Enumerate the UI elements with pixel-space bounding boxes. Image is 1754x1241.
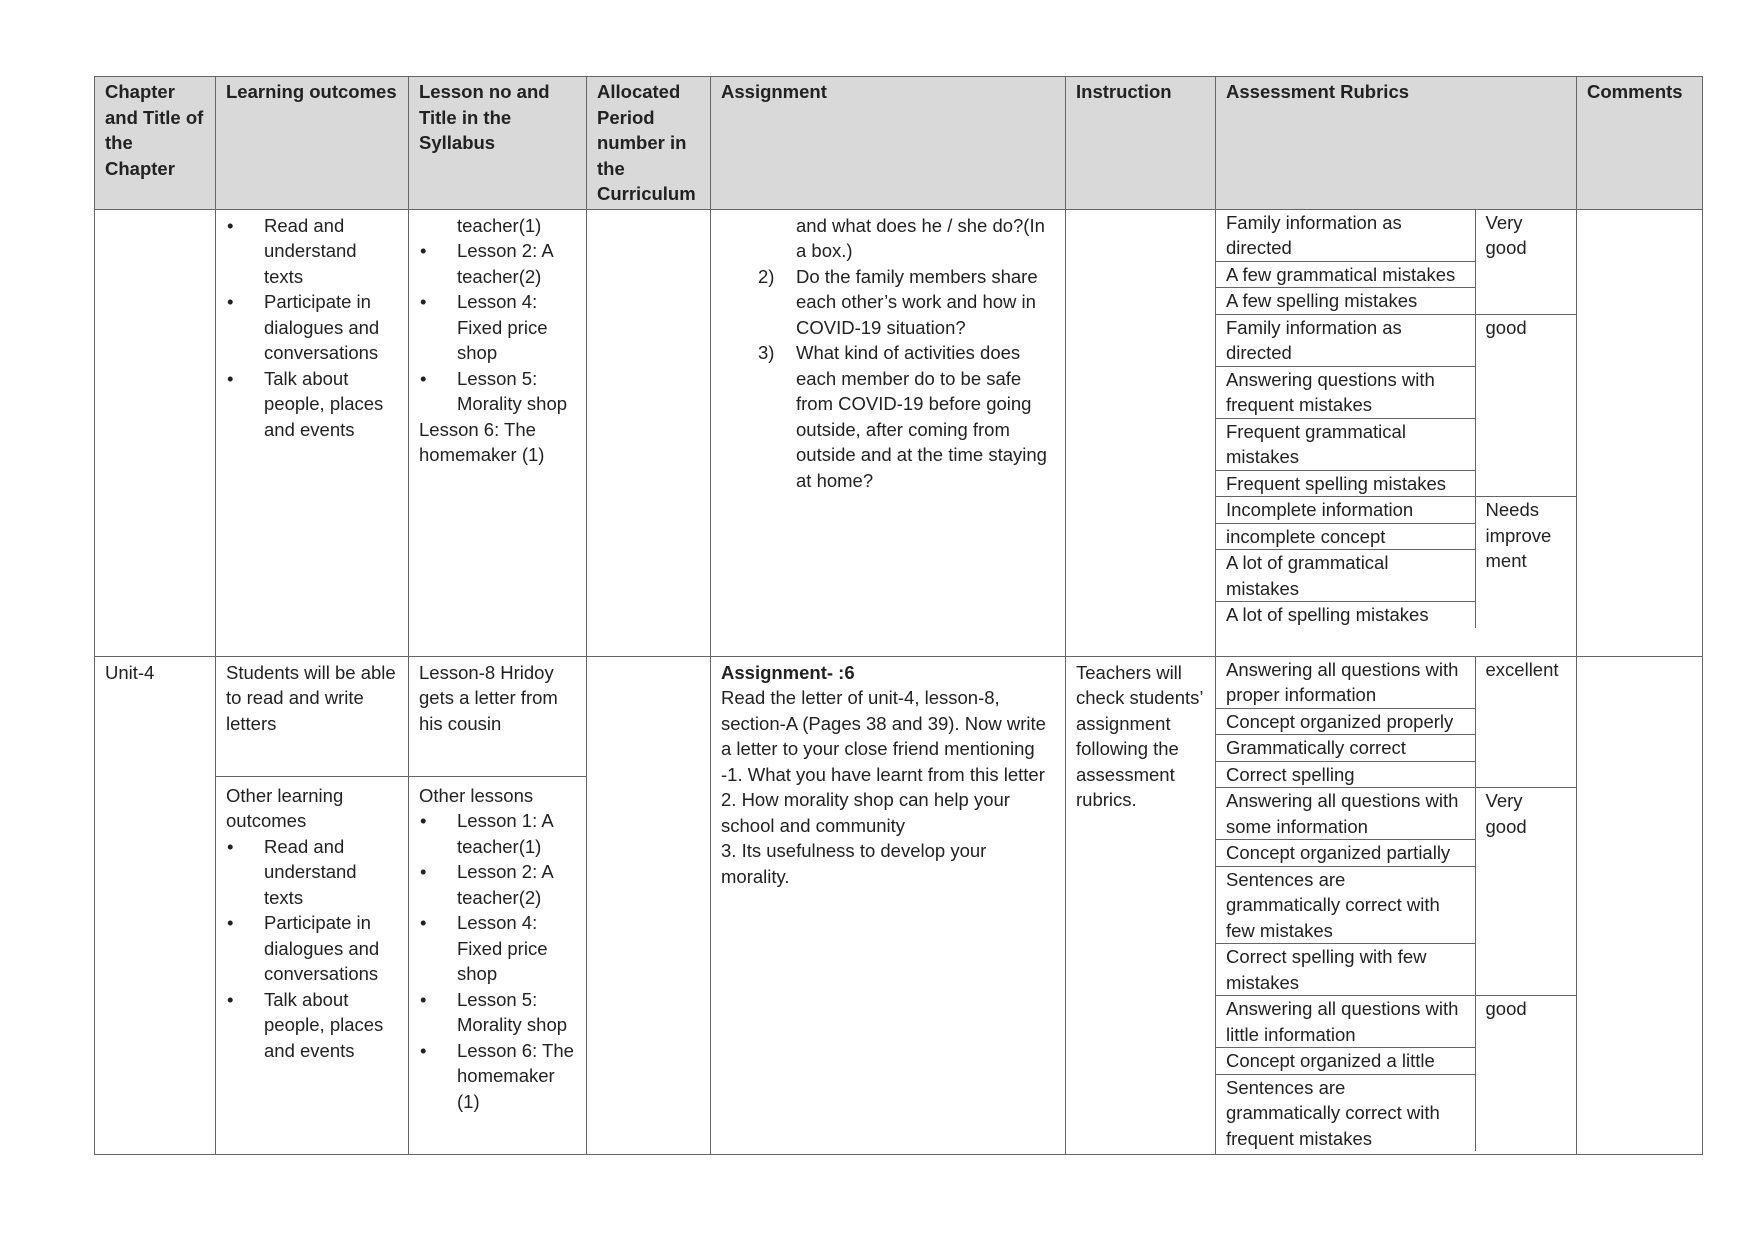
period-cell: [587, 656, 711, 1154]
rubric-grade: good: [1475, 314, 1576, 497]
header-instruction: Instruction: [1066, 77, 1216, 210]
rubric-item: Family information as directed: [1216, 314, 1475, 366]
rubric-item: Answering all questions with little information: [1216, 996, 1475, 1048]
assignment-title: Assignment- :6: [721, 661, 855, 683]
list-item: [758, 340, 1055, 493]
list-item: • Lesson 6: The homemaker (1): [457, 1038, 576, 1115]
rubric-item: Incomplete information: [1216, 497, 1475, 524]
rubric-item: Sentences are grammatically correct with few mistakes: [1216, 866, 1475, 944]
rubric-item: Concept organized properly: [1216, 708, 1475, 735]
other-outcomes: [216, 776, 408, 1064]
header-chapter: Chapter and Title of the Chapter: [95, 77, 216, 210]
other-lessons-label: Other lessons: [419, 784, 534, 806]
rubrics-cell: [1216, 209, 1577, 656]
list-item: • Talk about people, places and events: [264, 987, 398, 1064]
rubric-item: Answering all questions with proper information: [1216, 657, 1475, 709]
rubric-item: Sentences are grammatically correct with frequent mistakes: [1216, 1074, 1475, 1151]
header-outcomes: Learning outcomes: [216, 77, 409, 210]
assignment-point: 3. Its usefulness to develop your morality.: [721, 840, 987, 887]
instruction-cell: Teachers will check students’ assignment following the assessment rubrics.: [1066, 656, 1216, 1154]
rubric-item: A lot of spelling mistakes: [1216, 602, 1475, 628]
instruction-cell: [1066, 209, 1216, 656]
table-row: [95, 656, 1703, 1154]
question-list: [721, 264, 1055, 494]
rubrics-cell: [1216, 656, 1577, 1154]
outcomes-cell: [216, 656, 409, 1154]
header-lesson: Lesson no and Title in the Syllabus: [409, 77, 587, 210]
outcome-main: Students will be able to read and write letters: [226, 661, 396, 734]
rubric-item: Grammatically correct: [1216, 735, 1475, 762]
rubric-item: Frequent grammatical mistakes: [1216, 418, 1475, 470]
lesson-list: [419, 238, 576, 417]
assignment-body: Read the letter of unit-4, lesson-8, section-A (Pages 38 and 39). Now write a letter to your close friend mentioning -1. What you have learnt from this letter: [721, 687, 1046, 785]
list-item: • Participate in dialogues and conversations: [264, 289, 398, 366]
rubric-item: Family information as directed: [1216, 210, 1475, 262]
list-item: • Lesson 4: Fixed price shop: [457, 289, 576, 366]
lesson-list: [419, 808, 576, 1114]
list-item: • Lesson 5: Morality shop: [457, 987, 576, 1038]
lesson-cell: [409, 209, 587, 656]
lesson-continued: teacher(1): [457, 214, 542, 236]
lesson-cell: [409, 656, 587, 1154]
assignment-cell: [711, 209, 1066, 656]
question-number: 2): [758, 265, 775, 287]
rubric-grade: Needs improve ment: [1485, 499, 1552, 571]
header-period: Allocated Period number in the Curriculum: [587, 77, 711, 210]
rubric-grade: excellent: [1475, 657, 1576, 788]
rubric-item: Answering all questions with some information: [1216, 788, 1475, 840]
rubric-item: A few grammatical mistakes: [1216, 261, 1475, 288]
other-outcomes-label: Other learning outcomes: [226, 784, 344, 831]
rubric-grade: good: [1485, 998, 1527, 1019]
chapter-cell: Unit-4: [95, 656, 216, 1154]
question-text: What kind of activities does each member do to be safe from COVID-19 before going outside, after coming from outside and at the time staying at home?: [796, 342, 1047, 491]
list-item: • Lesson 1: A teacher(1): [457, 808, 576, 859]
header-row: [95, 77, 1703, 210]
other-lessons: [409, 776, 586, 1115]
rubric-item: Answering questions with frequent mistakes: [1216, 366, 1475, 418]
table-row: [95, 209, 1703, 656]
question-number: 3): [758, 342, 775, 363]
list-item: • Read and understand texts: [264, 213, 398, 290]
question-text: Do the family members share each other’s work and how in COVID-19 situation?: [796, 265, 1038, 338]
rubric-item: A lot of grammatical mistakes: [1216, 550, 1475, 602]
chapter-cell: [95, 209, 216, 656]
assignment-cell: [711, 656, 1066, 1154]
assignment-continued: and what does he / she do?(In a box.): [796, 214, 1045, 261]
assignment-point: 2. How morality shop can help your school and community: [721, 789, 1010, 836]
header-comments: Comments: [1577, 77, 1703, 210]
outcome-list: [226, 834, 398, 1064]
rubric-item: Frequent spelling mistakes: [1216, 470, 1475, 497]
header-rubrics: Assessment Rubrics: [1216, 77, 1577, 210]
lesson-plan-table: [94, 76, 1703, 1155]
rubric-item: Correct spelling with few mistakes: [1216, 944, 1475, 996]
rubric-table: [1216, 210, 1576, 628]
comments-cell: [1577, 209, 1703, 656]
list-item: • Lesson 2: A teacher(2): [457, 859, 576, 910]
period-cell: [587, 209, 711, 656]
lesson-main: Lesson-8 Hridoy gets a letter from his cousin: [419, 661, 558, 734]
rubric-table: [1216, 657, 1576, 1152]
rubric-item: incomplete concept: [1216, 523, 1475, 550]
lesson-tail: Lesson 6: The homemaker (1): [419, 418, 545, 465]
rubric-item: Correct spelling: [1216, 761, 1475, 788]
list-item: • Lesson 2: A teacher(2): [457, 238, 576, 289]
list-item: • Read and understand texts: [264, 834, 398, 911]
outcome-list: [226, 213, 398, 443]
list-item: • Participate in dialogues and conversations: [264, 910, 398, 987]
rubric-item: Concept organized partially: [1216, 840, 1475, 867]
rubric-item: A few spelling mistakes: [1216, 288, 1475, 315]
list-item: • Talk about people, places and events: [264, 366, 398, 443]
rubric-item: Concept organized a little: [1216, 1048, 1475, 1075]
list-item: [758, 264, 1055, 341]
comments-cell: [1577, 656, 1703, 1154]
outcomes-cell: [216, 209, 409, 656]
header-assignment: Assignment: [711, 77, 1066, 210]
rubric-grade: Very good: [1475, 210, 1576, 315]
rubric-grade: Very good: [1475, 788, 1576, 996]
list-item: • Lesson 5: Morality shop: [457, 366, 576, 417]
list-item: • Lesson 4: Fixed price shop: [457, 910, 576, 987]
